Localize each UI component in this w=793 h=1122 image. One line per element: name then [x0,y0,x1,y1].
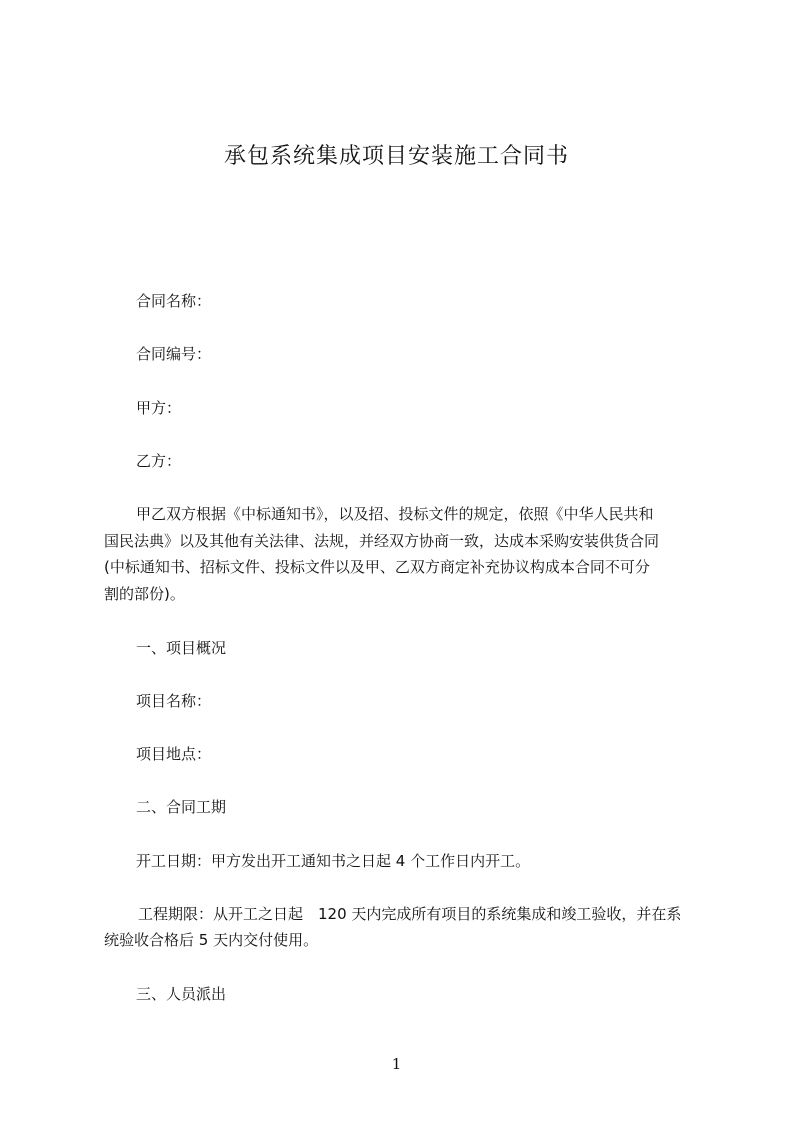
project-name-label: 项目名称： [136,692,212,710]
intro-paragraph-line: (中标通知书、招标文件、投标文件以及甲、乙双方商定补充协议构成本合同不可分 [104,558,650,576]
page-title: 承包系统集成项目安装施工合同书 [223,144,569,169]
section-heading-personnel: 三、人员派出 [136,985,227,1003]
intro-paragraph-line: 割的部份)。 [104,585,185,603]
section-heading-project-overview: 一、项目概况 [136,639,227,657]
intro-paragraph-line: 国民法典》以及其他有关法律、法规，并经双方协商一致，达成本采购安装供货合同 [104,532,660,550]
party-a-label: 甲方： [136,399,182,417]
page-number: 1 [391,1055,402,1073]
project-location-label: 项目地点： [136,745,212,763]
start-date-text: 开工日期：甲方发出开工通知书之日起 4 个工作日内开工。 [136,852,531,870]
contract-name-label: 合同名称： [136,292,212,310]
party-b-label: 乙方： [136,452,182,470]
section-heading-contract-period: 二、合同工期 [136,798,227,816]
deadline-paragraph-line: 统验收合格后 5 天内交付使用。 [104,931,319,949]
deadline-paragraph-line: 工程期限：从开工之日起 120 天内完成所有项目的系统集成和竣工验收，并在系 [138,905,682,923]
intro-paragraph-line: 甲乙双方根据《中标通知书》，以及招、投标文件的规定，依照《中华人民共和 [136,505,654,523]
contract-number-label: 合同编号： [136,345,212,363]
